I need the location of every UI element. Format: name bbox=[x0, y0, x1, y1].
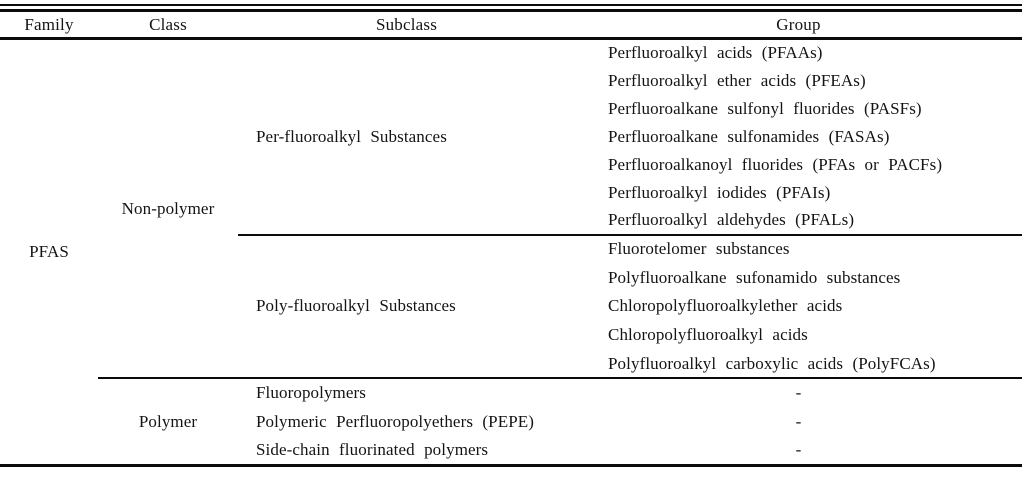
class-cell-polymer: Polymer bbox=[138, 411, 198, 431]
group-cell: Chloropolyfluoroalkylether acids bbox=[608, 296, 843, 316]
column-header-class: Class bbox=[98, 11, 238, 39]
group-cell: Perfluoroalkyl aldehydes (PFALs) bbox=[575, 207, 1022, 235]
column-header-subclass: Subclass bbox=[238, 11, 575, 39]
subclass-cell-poly-fluoroalkyl: Poly-fluoroalkyl Substances bbox=[238, 235, 575, 379]
subclass-cell-per-fluoroalkyl: Per-fluoroalkyl Substances bbox=[238, 39, 575, 235]
subclass-cell-fluoropolymers: Fluoropolymers bbox=[256, 383, 367, 403]
group-cell: Polyfluoroalkane sufonamido substances bbox=[608, 267, 901, 287]
subclass-cell-polymeric-perfluoropolyethers: Polymeric Perfluoropolyethers (PEPE) bbox=[256, 411, 534, 431]
group-dash-cell: - bbox=[795, 411, 802, 431]
group-cell: Fluorotelomer substances bbox=[608, 239, 790, 259]
pfas-classification-table-wrapper bbox=[0, 4, 1022, 467]
group-cell: Perfluoroalkyl iodides (PFAIs) bbox=[608, 182, 831, 202]
group-dash-cell: - bbox=[795, 383, 802, 403]
table-row bbox=[0, 378, 1022, 407]
group-cell: Perfluoroalkane sulfonamides (FASAs) bbox=[608, 126, 890, 146]
column-header-group: Group bbox=[575, 11, 1022, 39]
group-cell: Perfluoroalkyl acids (PFAAs) bbox=[608, 43, 823, 63]
table-row bbox=[0, 39, 1022, 67]
group-cell: Chloropolyfluoroalkyl acids bbox=[608, 325, 808, 345]
column-header-family: Family bbox=[0, 11, 98, 39]
header-row bbox=[0, 11, 1022, 39]
group-cell: Perfluoroalkanoyl fluorides (PFAs or PACFs) bbox=[608, 154, 943, 174]
family-cell-pfas: PFAS bbox=[29, 241, 69, 261]
group-cell: Perfluoroalkyl ether acids (PFEAs) bbox=[608, 70, 866, 90]
group-cell: Perfluoroalkane sulfonyl fluorides (PASFs) bbox=[608, 98, 922, 118]
group-cell: Polyfluoroalkyl carboxylic acids (PolyFCAs) bbox=[575, 350, 1022, 379]
class-cell-non-polymer: Non-polymer bbox=[98, 39, 238, 379]
group-dash-cell: - bbox=[795, 440, 802, 460]
subclass-cell-side-chain-fluorinated-polymers: Side-chain fluorinated polymers bbox=[256, 440, 489, 460]
pfas-classification-table bbox=[0, 9, 1022, 467]
